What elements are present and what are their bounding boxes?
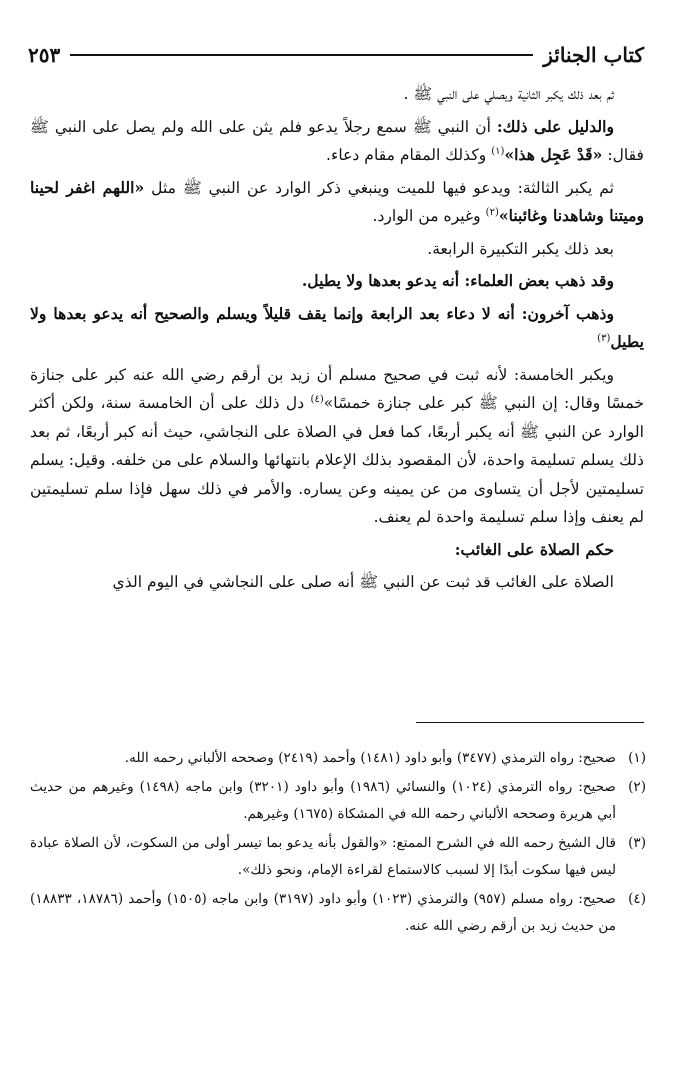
footnote-divider: [416, 722, 644, 723]
footnote-text: صحيح: رواه مسلم (٩٥٧) والترمذي (١٠٢٣) وأبو داود (٣١٩٧) وابن ماجه (١٥٠٥) وأحمد (١٨٧٨٦، ١٨٨٣٣) من حديث زيد بن أرقم رضي الله عنه.: [30, 890, 616, 934]
paragraph: [30, 267, 644, 296]
footnote-number: (٢): [628, 778, 646, 795]
page-header: [28, 38, 644, 72]
paragraph-label: والدليل على ذلك:: [496, 116, 614, 136]
paragraph-text: بعد ذلك يكبر التكبيرة الرابعة.: [427, 239, 614, 258]
paragraph: [30, 174, 644, 231]
paragraph-text: دل ذلك على أن الخامسة سنة، ولكن أكثر الوارد عن النبي ﷺ أنه يكبر أربعًا، كما فعل في الصلاة على النجاشي، حيث أنه كبر أربعًا، ثم بعد ذلك يسلم تسليمة واحدة، لأن المقصود بذلك الإعلام بانتهائها والسلام على من خلفه. وقيل: يسلم تسليمتين لأجل أن يتساوى من عن يمينه وعن يساره. والأمر في ذلك سهل فإذا سلم تسليمتين لم يعنف وإذا سلم تسليمة واحدة لم يعنف.: [30, 394, 645, 526]
footnote-ref[interactable]: (٢): [485, 206, 499, 218]
footnote: [30, 886, 646, 941]
footnote-text: قال الشيخ رحمه الله في الشرح الممتع: «والقول بأنه يدعو بما تيسر أولى من السكوت، لأن الصلاة عبادة ليس فيها سكوت أبدًا إلا لسبب كالاستماع لقراءة الإمام، ونحو ذلك».: [30, 834, 616, 878]
paragraph-text: الصلاة على الغائب قد ثبت عن النبي ﷺ أنه صلى على النجاشي في اليوم الذي: [112, 573, 614, 591]
page-number: ٢٥٣: [28, 43, 61, 67]
paragraph: [30, 361, 644, 532]
paragraph-label: وقد ذهب بعض العلماء:: [464, 271, 614, 290]
section-heading: حكم الصلاة على الغائب:: [454, 539, 614, 559]
footnotes: [30, 745, 646, 942]
footnote: [30, 745, 646, 773]
footnote-number: (٤): [628, 890, 646, 907]
footnote-ref[interactable]: (٤): [310, 393, 324, 405]
paragraph-text: أن النبي ﷺ سمع رجلاً يدعو فلم يثن على الله ولم يصل على النبي ﷺ فقال:: [30, 117, 644, 164]
footnote: [30, 774, 646, 829]
paragraph: [30, 235, 644, 264]
paragraph-text: وغيره من الوارد.: [372, 207, 486, 225]
paragraph-text: ويكبر الخامسة: لأنه ثبت في صحيح مسلم أن زيد بن أرقم رضي الله عنه كبر على جنازة خمسًا وقال: إن النبي ﷺ كبر على جنازة خمسًا»: [30, 365, 644, 412]
paragraph-text: ثم يكبر الثالثة: ويدعو فيها للميت وينبغي ذكر الوارد عن النبي ﷺ مثل: [144, 178, 614, 197]
paragraph-text: ثم بعد ذلك يكبر الثانية ويصلي على النبي ﷺ .: [403, 85, 614, 103]
paragraph: [30, 300, 644, 357]
paragraph-label: وذهب آخرون:: [521, 303, 614, 323]
footnote-text: صحيح: رواه الترمذي (١٠٢٤) والنسائي (١٩٨٦) وأبو داود (٣٢٠١) وابن ماجه (١٤٩٨) وغيرهم من حديث أبي هريرة وصححه الألباني رحمه الله في المشكاة (١٦٧٥) وغيرهم.: [30, 778, 616, 822]
paragraph-text: أنه يدعو بعدها ولا يطيل.: [301, 271, 465, 290]
main-text: [30, 80, 644, 601]
footnote-text: صحيح: رواه الترمذي (٣٤٧٧) وأبو داود (١٤٨١) وأحمد (٢٤١٩) وصححه الألباني رحمه الله.: [124, 750, 616, 766]
footnote-number: (٣): [628, 834, 646, 851]
paragraph: [30, 568, 644, 597]
hadith-quote: «اللهم اغفر لحينا وميتنا وشاهدنا وغائبنا»: [30, 177, 644, 225]
paragraph-text: أنه لا دعاء بعد الرابعة وإنما يقف قليلاً ويسلم والصحيح أنه يدعو بعدها ولا يطيل: [30, 303, 644, 351]
hadith-quote: «قَدْ عَجِل هذا»: [504, 145, 603, 164]
paragraph: [30, 113, 644, 170]
paragraph: [30, 80, 644, 109]
footnote-ref[interactable]: (١): [491, 145, 505, 157]
header-rule: [70, 54, 533, 56]
running-title: كتاب الجنائز: [543, 43, 644, 67]
footnote-number: (١): [628, 750, 646, 766]
footnote: [30, 830, 646, 885]
footnote-ref[interactable]: (٣): [597, 332, 611, 344]
paragraph-text: وكذلك المقام مقام دعاء.: [326, 146, 492, 164]
